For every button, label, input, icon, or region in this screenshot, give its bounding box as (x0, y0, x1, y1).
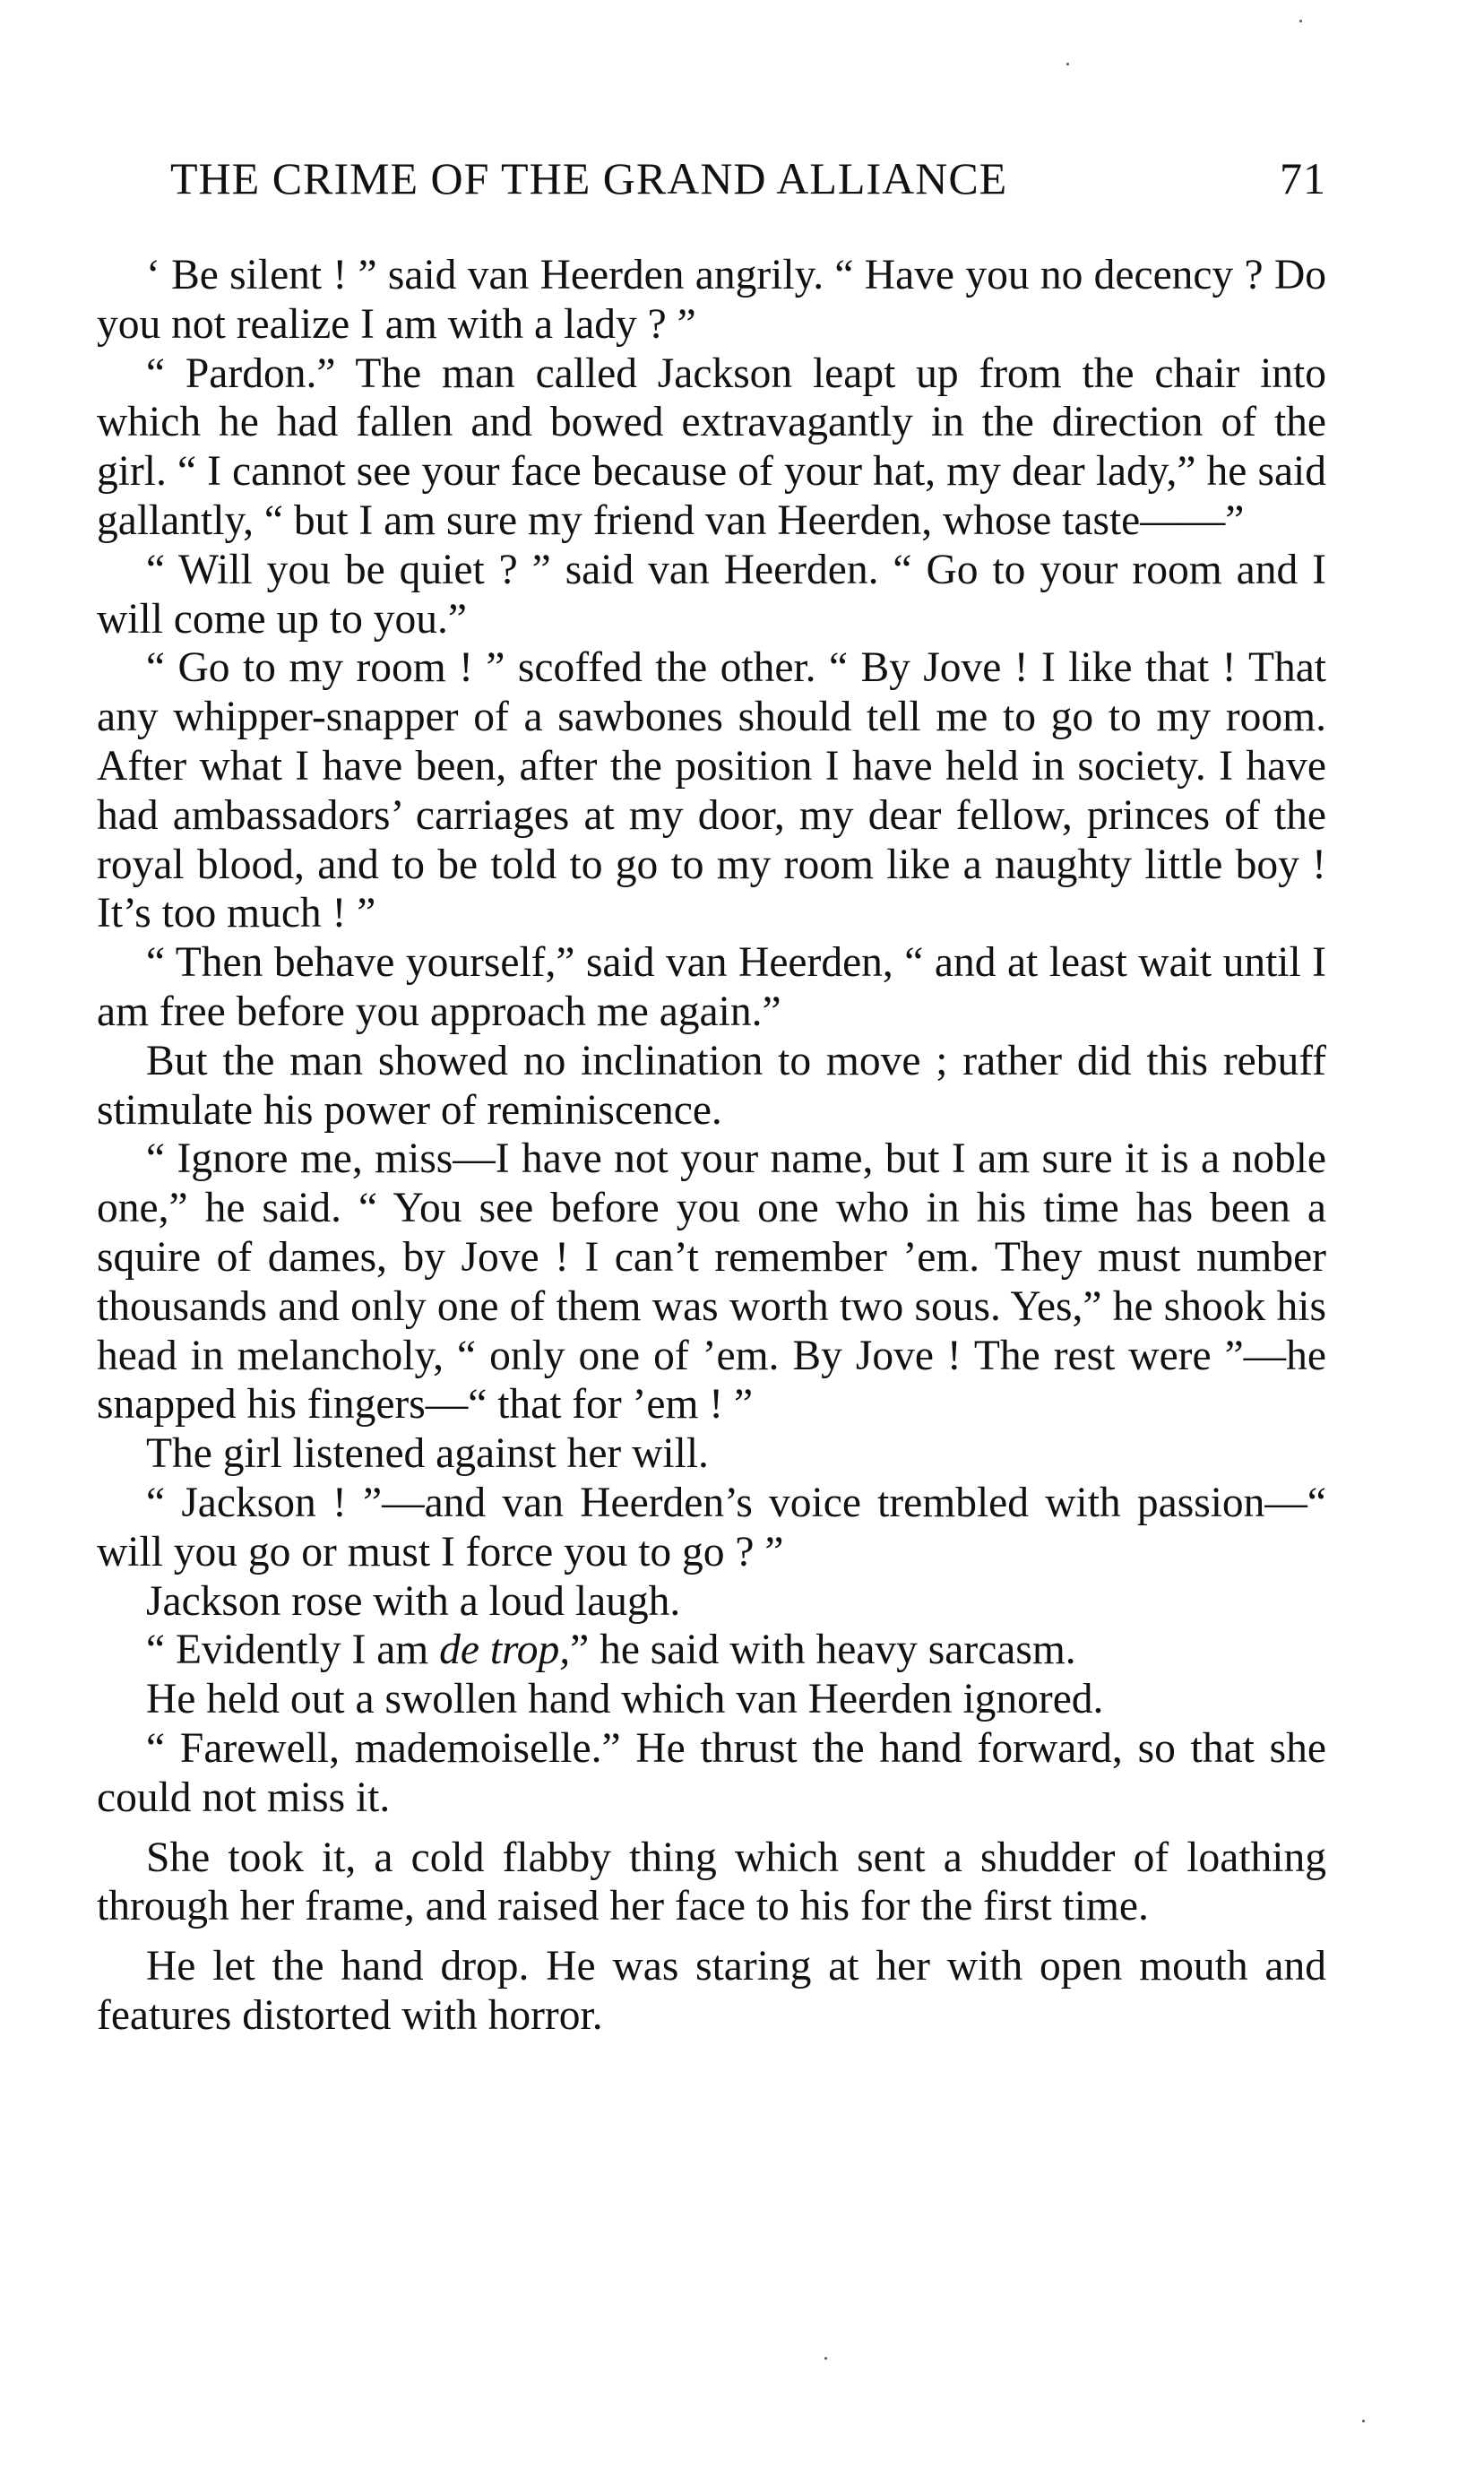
paragraph-1: ‘ Be silent ! ” said van Heerden angrily. “ Have you no decency ? Do you not realize I am with a lady ? ” (97, 252, 1326, 348)
paragraph-12: He held out a swollen hand which van Heerden ignored. (146, 1676, 1104, 1723)
paper-speck (1362, 2420, 1365, 2422)
paragraph-11 (97, 1626, 1326, 1675)
paragraph-13: “ Farewell, mademoiselle.” He thrust the hand forward, so that she could not miss it. (97, 1724, 1326, 1821)
paper-speck (1066, 63, 1069, 65)
running-head-title: THE CRIME OF THE GRAND ALLIANCE (170, 153, 1008, 203)
paragraph-8: The girl listened against her will. (146, 1430, 709, 1478)
running-head (170, 152, 1326, 204)
body-text (97, 251, 1326, 2041)
de-trop-after: ” he said with heavy sarcasm. (570, 1627, 1076, 1674)
page-number: 71 (1280, 153, 1326, 203)
paragraph-7: “ Ignore me, miss—I have not your name, but I am sure it is a noble one,” he said. “ You see before you one who in his time has been a squire of dames, by Jove ! I can’t remember ’em. They must number thousands and only one of them was worth two sous. Yes,” he shook his head in melancholy, “ only one of ’em. By Jove ! The rest were ”—he snapped his fingers—“ that for ’em ! ” (97, 1135, 1326, 1429)
paragraph-5: “ Then behave yourself,” said van Heerden, “ and at least wait until I am free before you approach me again.” (97, 939, 1326, 1035)
paragraph-3: “ Will you be quiet ? ” said van Heerden. “ Go to your room and I will come up to you.” (97, 546, 1326, 643)
paragraph-6: But the man showed no inclination to move ; rather did this rebuff stimulate his power of reminiscence. (97, 1037, 1326, 1134)
paragraph-4: “ Go to my room ! ” scoffed the other. “ By Jove ! I like that ! That any whipper-snapper of a sawbones should tell me to go to my room. After what I have been, after the position I have held in society. I have had ambassadors’ carriages at my door, my dear fellow, princes of the royal blood, and to be told to go to my room like a naughty little boy ! It’s too much ! ” (97, 644, 1326, 937)
paragraph-14: She took it, a cold flabby thing which sent a shudder of loathing through her frame, and raised her face to his for the first time. (97, 1834, 1326, 1930)
paper-speck (1299, 20, 1302, 22)
paragraph-10: Jackson rose with a loud laugh. (146, 1577, 681, 1625)
paragraph-9: “ Jackson ! ”—and van Heerden’s voice trembled with passion—“ will you go or must I force you to go ? ” (97, 1479, 1326, 1575)
paragraph-15: He let the hand drop. He was staring at her with open mouth and features distorted with horror. (97, 1943, 1326, 2039)
paragraph-2: “ Pardon.” The man called Jackson leapt up from the chair into which he had fallen and bowed extravagantly in the direction of the girl. “ I cannot see your face because of your hat, my dear lady,” he said gallantly, “ but I am sure my friend van Heerden, whose taste——” (97, 350, 1326, 544)
de-trop-before: “ Evidently I am (146, 1627, 440, 1674)
de-trop-italic: de trop, (439, 1627, 571, 1674)
paper-speck (824, 2357, 827, 2360)
